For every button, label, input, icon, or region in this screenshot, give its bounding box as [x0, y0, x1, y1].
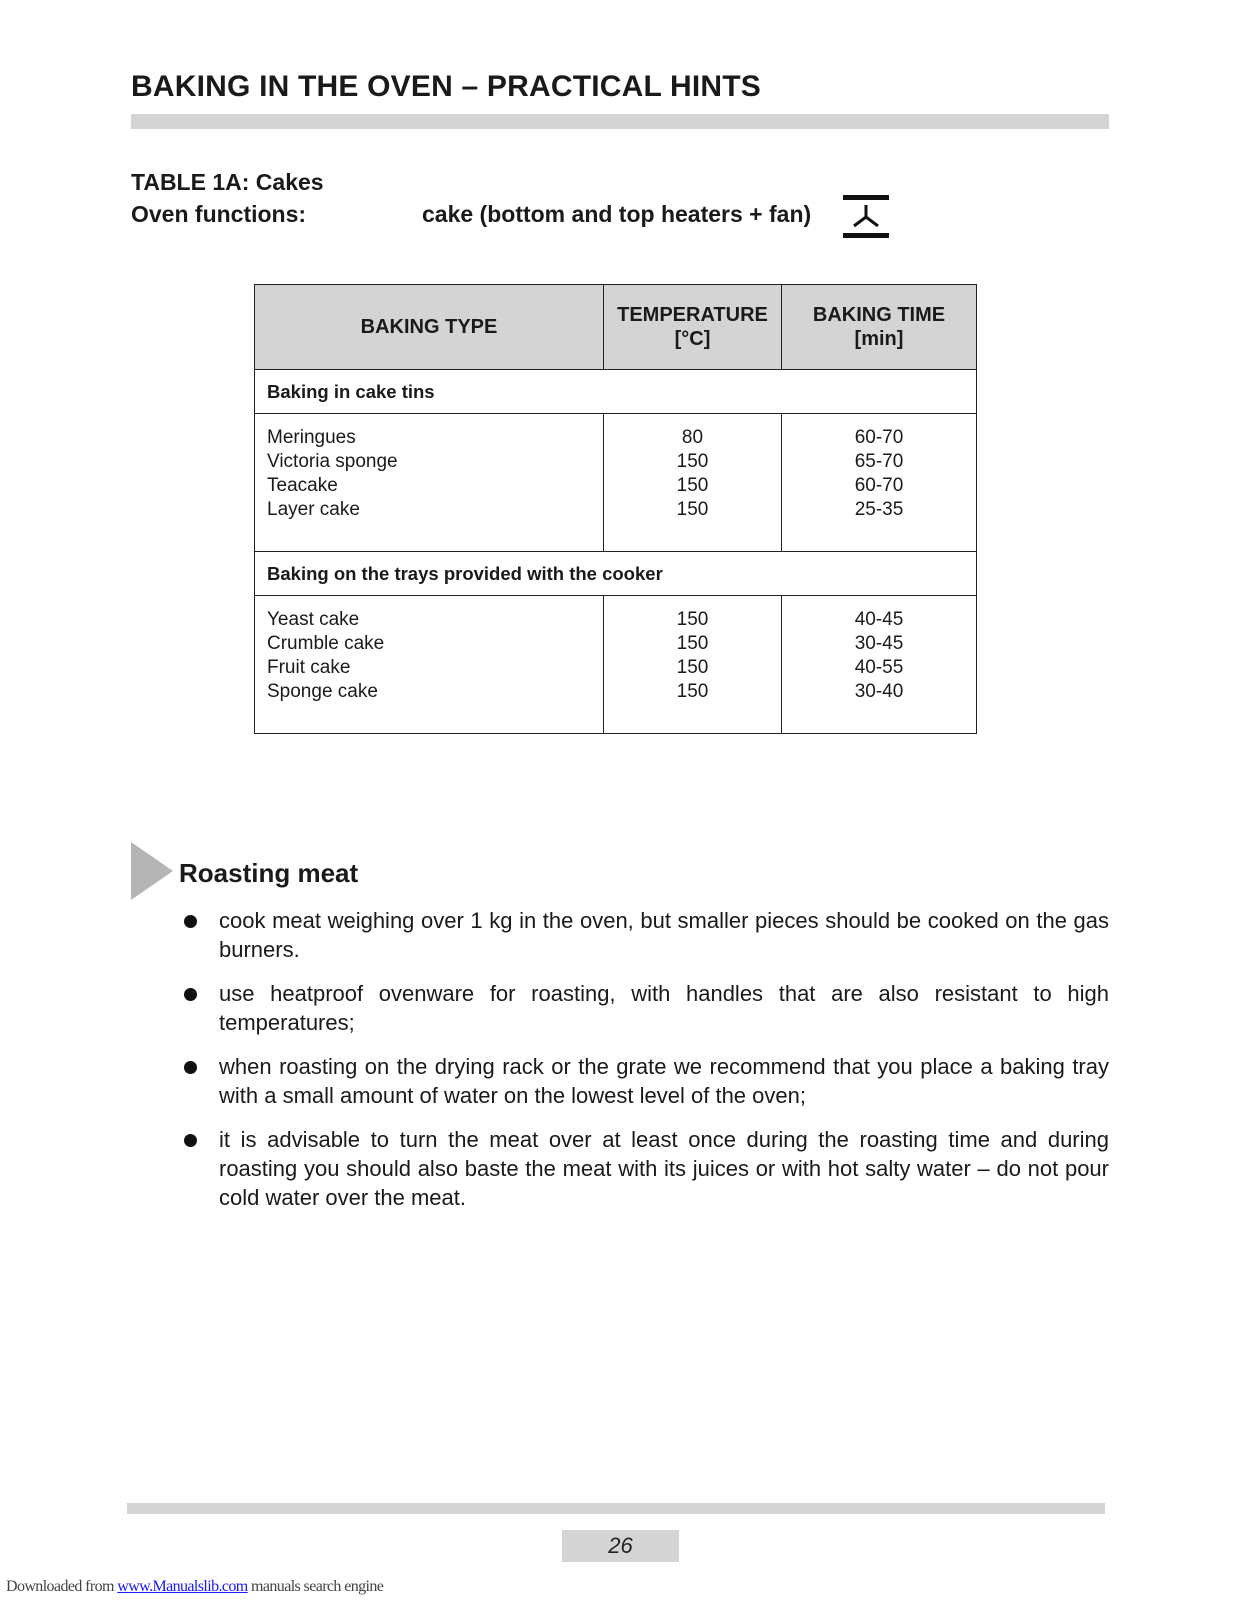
manualslib-link[interactable]: www.Manualslib.com: [117, 1578, 248, 1595]
header-temperature-unit: [°C]: [674, 328, 711, 350]
baking-time-value: 65-70: [854, 451, 904, 472]
temperature-value: 150: [676, 681, 709, 702]
baking-type-cell: [255, 414, 604, 552]
header-baking-type: [255, 285, 604, 370]
temperature-cell: [604, 414, 782, 552]
temperature-value: 150: [676, 609, 709, 630]
baking-time-cell: [782, 414, 977, 552]
table-data-row: [255, 414, 977, 552]
baking-table: [254, 284, 977, 734]
baking-time-value: 30-40: [854, 681, 904, 702]
baking-type-name: Yeast cake: [267, 609, 360, 630]
table-data-row: [255, 596, 977, 734]
header-baking-type-label: BAKING TYPE: [360, 316, 498, 338]
bullet-icon: [184, 1061, 197, 1074]
baking-type-name: Crumble cake: [267, 633, 385, 654]
hint-text: use heatproof ovenware for roasting, with handles that are also resistant to high temperatures;: [219, 981, 1109, 1035]
temperature-value: 150: [676, 633, 709, 654]
hint-text: when roasting on the drying rack or the grate we recommend that you place a baking tray with a small amount of water on the lowest level of the oven;: [219, 1054, 1109, 1108]
list-item: [180, 1125, 1109, 1212]
baking-type-name: Layer cake: [267, 499, 360, 520]
bullet-icon: [184, 915, 197, 928]
temperature-cell: [604, 596, 782, 734]
oven-functions-label: Oven functions:: [131, 201, 307, 227]
header-baking-time: [782, 285, 977, 370]
temperature-value: 150: [676, 475, 709, 496]
list-item: [180, 1052, 1109, 1110]
footer-divider: [127, 1503, 1105, 1514]
triangle-arrow-icon: [131, 842, 173, 900]
hint-text: cook meat weighing over 1 kg in the oven, but smaller pieces should be cooked on the gas burners.: [219, 908, 1109, 962]
download-notice: [6, 1578, 383, 1596]
oven-functions-value: cake (bottom and top heaters + fan): [422, 201, 812, 227]
baking-type-cell: [255, 596, 604, 734]
page-number: 26: [562, 1530, 679, 1562]
baking-time-value: 60-70: [854, 427, 904, 448]
temperature-value: 80: [681, 427, 704, 448]
baking-type-name: Fruit cake: [267, 657, 351, 678]
header-temperature: [604, 285, 782, 370]
temperature-value: 150: [676, 499, 709, 520]
title-divider: [131, 114, 1109, 129]
baking-time-value: 30-45: [854, 633, 904, 654]
temperature-value: 150: [676, 657, 709, 678]
baking-type-name: Sponge cake: [267, 681, 378, 702]
header-baking-time-label: BAKING TIME: [812, 304, 946, 326]
bottom-top-heater-fan-icon: [840, 195, 892, 239]
download-suffix: manuals search engine: [247, 1578, 384, 1595]
list-item: [180, 979, 1109, 1037]
roasting-title: Roasting meat: [179, 858, 359, 888]
baking-time-value: 40-55: [854, 657, 904, 678]
page-title: BAKING IN THE OVEN – PRACTICAL HINTS: [131, 70, 762, 103]
header-baking-time-unit: [min]: [854, 328, 904, 350]
bullet-icon: [184, 1134, 197, 1147]
baking-time-value: 25-35: [854, 499, 904, 520]
baking-type-name: Teacake: [267, 475, 338, 496]
baking-time-value: 40-45: [854, 609, 904, 630]
section-title: Baking in cake tins: [255, 370, 977, 414]
hint-text: it is advisable to turn the meat over at least once during the roasting time and during roasting you should also baste the meat with its juices or with hot salty water – do not pour cold water over the meat.: [219, 1127, 1109, 1210]
table-label: TABLE 1A: Cakes: [131, 169, 324, 195]
table-section-row: [255, 552, 977, 596]
section-title: Baking on the trays provided with the cooker: [255, 552, 977, 596]
list-item: [180, 906, 1109, 964]
roasting-hints-list: [180, 906, 1109, 1227]
baking-type-name: Meringues: [267, 427, 356, 448]
temperature-value: 150: [676, 451, 709, 472]
baking-type-name: Victoria sponge: [267, 451, 398, 472]
header-temperature-label: TEMPERATURE: [617, 304, 768, 326]
baking-time-value: 60-70: [854, 475, 904, 496]
bullet-icon: [184, 988, 197, 1001]
table-header-row: [255, 285, 977, 370]
download-prefix: Downloaded from: [6, 1578, 118, 1595]
baking-time-cell: [782, 596, 977, 734]
table-section-row: [255, 370, 977, 414]
